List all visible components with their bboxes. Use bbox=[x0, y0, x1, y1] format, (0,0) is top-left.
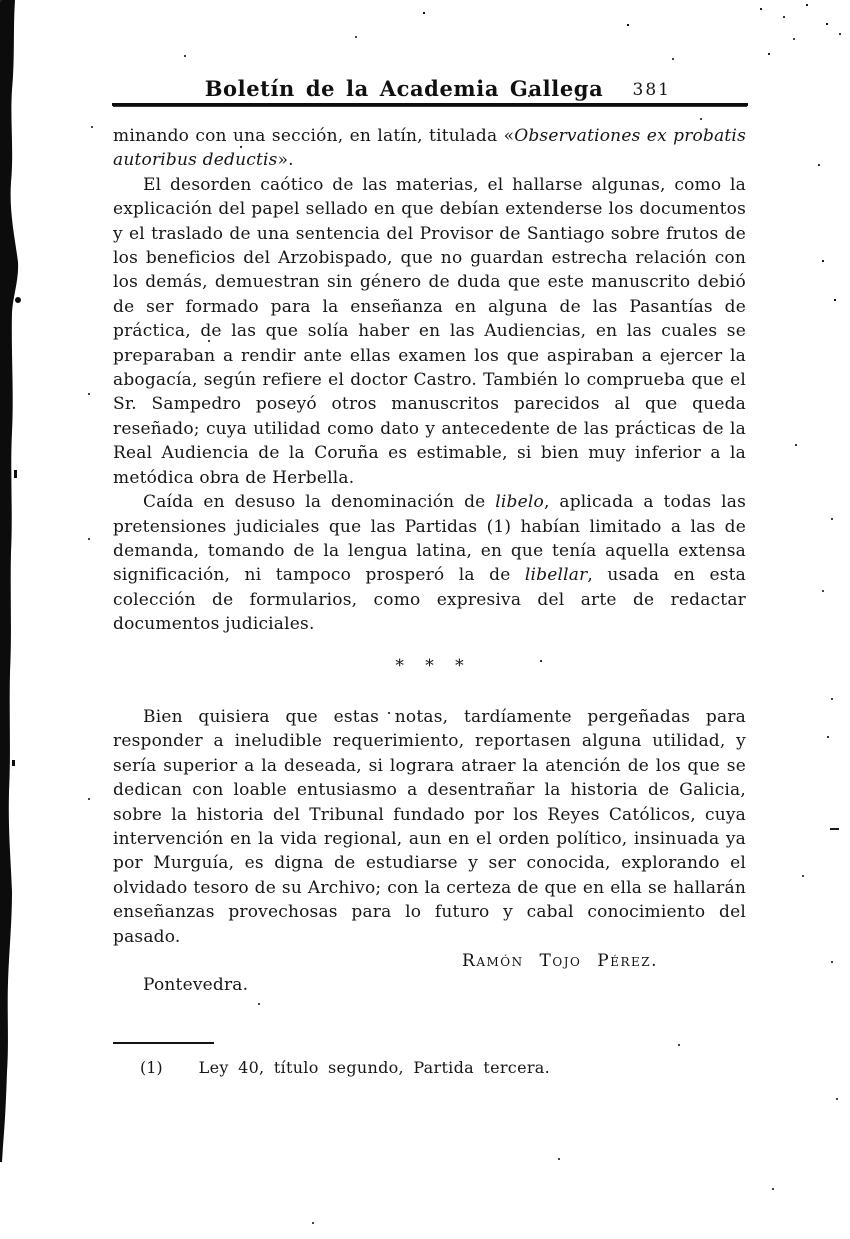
italic-run-libelo: libelo bbox=[495, 492, 544, 513]
paragraph-2 bbox=[113, 173, 746, 490]
text-run: minando con una sección, en latín, titulada « bbox=[113, 126, 515, 146]
footnote bbox=[113, 1042, 746, 1079]
text-run: ». bbox=[277, 150, 294, 171]
italic-run-libellar: libellar bbox=[524, 565, 588, 586]
text-run: , usada en esta colección de formularios, como expresiva del arte de redactar documentos judiciales. bbox=[113, 565, 746, 635]
paragraph-4 bbox=[113, 705, 746, 949]
paragraph-continuation bbox=[113, 124, 746, 173]
page-header bbox=[113, 76, 747, 102]
asterisk-separator: * * * bbox=[395, 655, 464, 676]
text-run: Bien quisiera que estas notas, tardíamente pergeñadas para responder a ineludible requerimiento, reportasen alguna utilidad, y sería superior a la deseada, si lograra atraer la atención de los que se dedican con loable entusiasmo a desentrañar la historia de Galicia, sobre la historia del Tribunal fundado por los Reyes Católicos, cuya intervención en la vida regional, aun en el orden político, insinuada ya por Murguía, es digna de estudiarse y ser conocida, explorando el olvidado tesoro de su Archivo; con la certeza de que en ella se hallarán enseñanzas provechosas para lo futuro y cabal conocimiento del pasado. bbox=[113, 706, 746, 947]
text-run: , aplicada a todas las pretensiones judiciales que las Partidas (1) habían limitado a las de demanda, tomando de la lengua latina, en que tenía aquella extensa significación, ni tampoco prosperó la de bbox=[113, 492, 746, 586]
header-rule bbox=[112, 103, 748, 106]
scan-noise-dots bbox=[0, 0, 2, 2]
footnote-text: Ley 40, título segundo, Partida tercera. bbox=[198, 1058, 551, 1077]
italic-run-latin-title: Observationes ex probatis autoribus deductis bbox=[113, 126, 746, 171]
paragraph-3 bbox=[113, 490, 746, 636]
footnote-rule bbox=[113, 1042, 214, 1044]
footnote-marker: (1) bbox=[140, 1058, 163, 1077]
author-signature: Ramón Tojo Pérez. bbox=[462, 951, 658, 971]
body-text bbox=[113, 124, 746, 998]
scan-mark-dash bbox=[830, 828, 839, 830]
binding-edge bbox=[0, 0, 26, 1239]
text-run: El desorden caótico de las materias, el hallarse algunas, como la explicación del papel sellado en que debían extenderse los documentos y el traslado de una sentencia del Provisor de Santiago sobre frutos de los beneficios del Arzobispado, que no guardan estrecha relación con los demás, demuestran sin género de duda que este manuscrito debió de ser formado para la enseñanza en alguna de las Pasantías de práctica, de las que solía haber en las Audiencias, en las cuales se preparaban a rendir ante ellas examen los que aspiraban a ejercer la abogacía, según refiere el doctor Castro. También lo comprueba que el Sr. Sampedro poseyó otros manuscritos parecidos al que queda reseñado; cuya utilidad como dato y antecedente de las prácticas de la Real Audiencia de la Coruña es estimable, si bien muy inferior a la metódica obra de Herbella. bbox=[113, 174, 746, 488]
page-number: 381 bbox=[632, 80, 671, 100]
footnote-line bbox=[113, 1057, 746, 1079]
text-run: Caída en desuso la denominación de bbox=[143, 492, 496, 513]
journal-title: Boletín de la Academia Gallega bbox=[204, 76, 604, 101]
place-line: Pontevedra. bbox=[143, 975, 249, 996]
